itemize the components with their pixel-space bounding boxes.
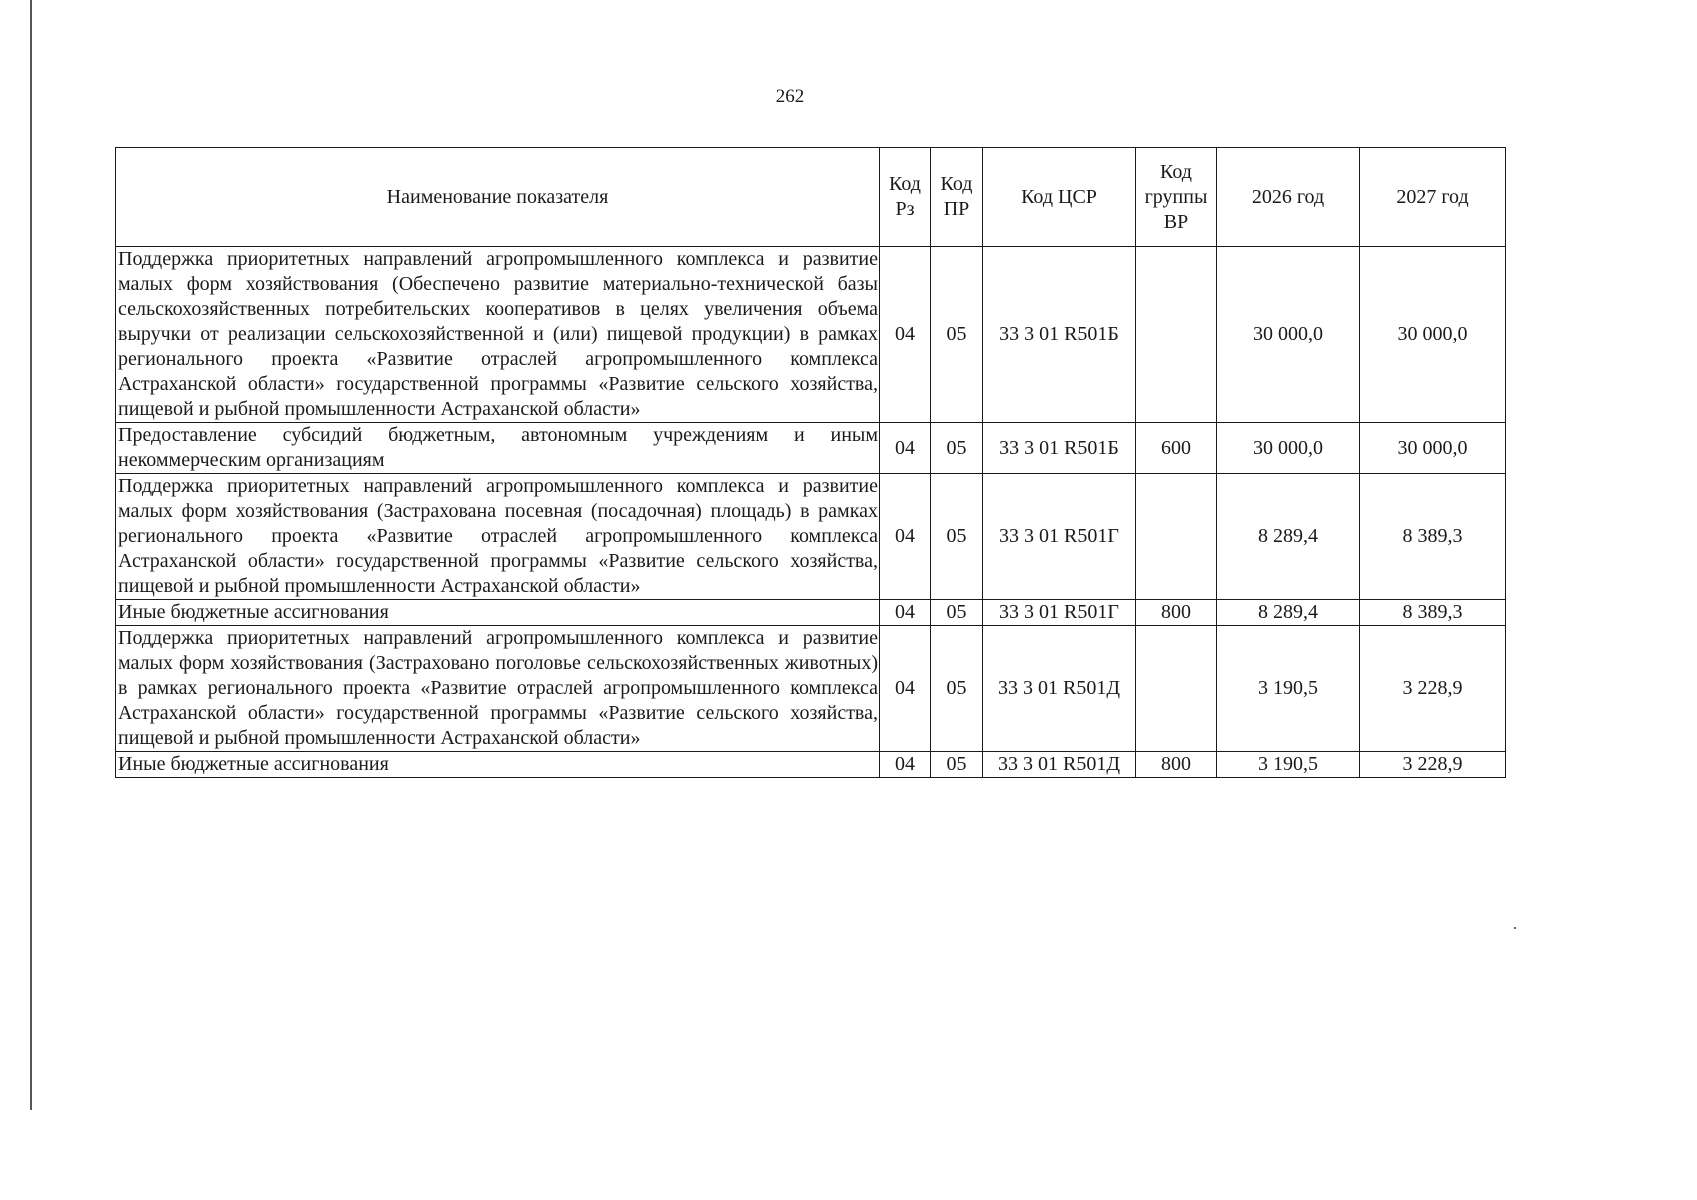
cell-name: Поддержка приоритетных направлений агропромышленного комплекса и развитие малых форм хозяйствования (Обеспечено развитие материально-технической базы сельскохозяйственных потребительских кооперативов в целях увеличения объема выручки от реализации сельскохозяйственной и (или) пищевой продукции) в рамках регионального проекта «Развитие отраслей агропромышленного комплекса Астраханской области» государственной программы «Развитие сельского хозяйства, пищевой и рыбной промышленности Астраханской области» [116, 247, 880, 423]
cell-name: Поддержка приоритетных направлений агропромышленного комплекса и развитие малых форм хозяйствования (Застраховано поголовье сельскохозяйственных животных) в рамках регионального проекта «Развитие отраслей агропромышленного комплекса Астраханской области» государственной программы «Развитие сельского хозяйства, пищевой и рыбной промышленности Астраханской области» [116, 626, 880, 752]
cell-csr: 33 3 01 R501Д [983, 626, 1136, 752]
budget-table [115, 147, 1506, 778]
cell-pr: 05 [931, 600, 983, 626]
cell-2027: 3 228,9 [1360, 626, 1506, 752]
cell-2026: 3 190,5 [1217, 626, 1360, 752]
cell-pr: 05 [931, 423, 983, 474]
cell-vr [1136, 474, 1217, 600]
cell-name: Иные бюджетные ассигнования [116, 752, 880, 778]
cell-2026: 8 289,4 [1217, 600, 1360, 626]
table-row [116, 600, 1506, 626]
header-name: Наименование показателя [116, 148, 880, 247]
cell-vr: 800 [1136, 752, 1217, 778]
cell-csr: 33 3 01 R501Б [983, 247, 1136, 423]
header-pr: Код ПР [931, 148, 983, 247]
page-number: 262 [775, 86, 805, 107]
cell-vr [1136, 626, 1217, 752]
cell-name: Поддержка приоритетных направлений агропромышленного комплекса и развитие малых форм хозяйствования (Застрахована посевная (посадочная) площадь) в рамках регионального проекта «Развитие отраслей агропромышленного комплекса Астраханской области» государственной программы «Развитие сельского хозяйства, пищевой и рыбной промышленности Астраханской области» [116, 474, 880, 600]
table-row [116, 247, 1506, 423]
cell-2026: 3 190,5 [1217, 752, 1360, 778]
table-row [116, 752, 1506, 778]
cell-csr: 33 3 01 R501Б [983, 423, 1136, 474]
cell-2027: 8 389,3 [1360, 474, 1506, 600]
table-row [116, 423, 1506, 474]
cell-2026: 8 289,4 [1217, 474, 1360, 600]
cell-csr: 33 3 01 R501Г [983, 600, 1136, 626]
cell-pr: 05 [931, 752, 983, 778]
cell-2027: 8 389,3 [1360, 600, 1506, 626]
cell-2027: 30 000,0 [1360, 423, 1506, 474]
header-csr: Код ЦСР [983, 148, 1136, 247]
cell-2027: 3 228,9 [1360, 752, 1506, 778]
table-row [116, 626, 1506, 752]
cell-rz: 04 [880, 423, 931, 474]
cell-vr: 600 [1136, 423, 1217, 474]
cell-pr: 05 [931, 247, 983, 423]
cell-rz: 04 [880, 474, 931, 600]
cell-name: Иные бюджетные ассигнования [116, 600, 880, 626]
scan-speck [1514, 927, 1516, 929]
cell-2026: 30 000,0 [1217, 247, 1360, 423]
header-2026: 2026 год [1217, 148, 1360, 247]
scan-edge-line [30, 0, 32, 1110]
cell-2026: 30 000,0 [1217, 423, 1360, 474]
cell-rz: 04 [880, 626, 931, 752]
table-row [116, 474, 1506, 600]
cell-rz: 04 [880, 600, 931, 626]
cell-rz: 04 [880, 752, 931, 778]
header-2027: 2027 год [1360, 148, 1506, 247]
cell-rz: 04 [880, 247, 931, 423]
cell-vr [1136, 247, 1217, 423]
header-rz: Код Рз [880, 148, 931, 247]
cell-name: Предоставление субсидий бюджетным, автономным учреждениям и иным некоммерческим организациям [116, 423, 880, 474]
cell-pr: 05 [931, 474, 983, 600]
header-vr: Код группы ВР [1136, 148, 1217, 247]
cell-pr: 05 [931, 626, 983, 752]
cell-vr: 800 [1136, 600, 1217, 626]
cell-csr: 33 3 01 R501Д [983, 752, 1136, 778]
cell-2027: 30 000,0 [1360, 247, 1506, 423]
cell-csr: 33 3 01 R501Г [983, 474, 1136, 600]
table-header-row [116, 148, 1506, 247]
